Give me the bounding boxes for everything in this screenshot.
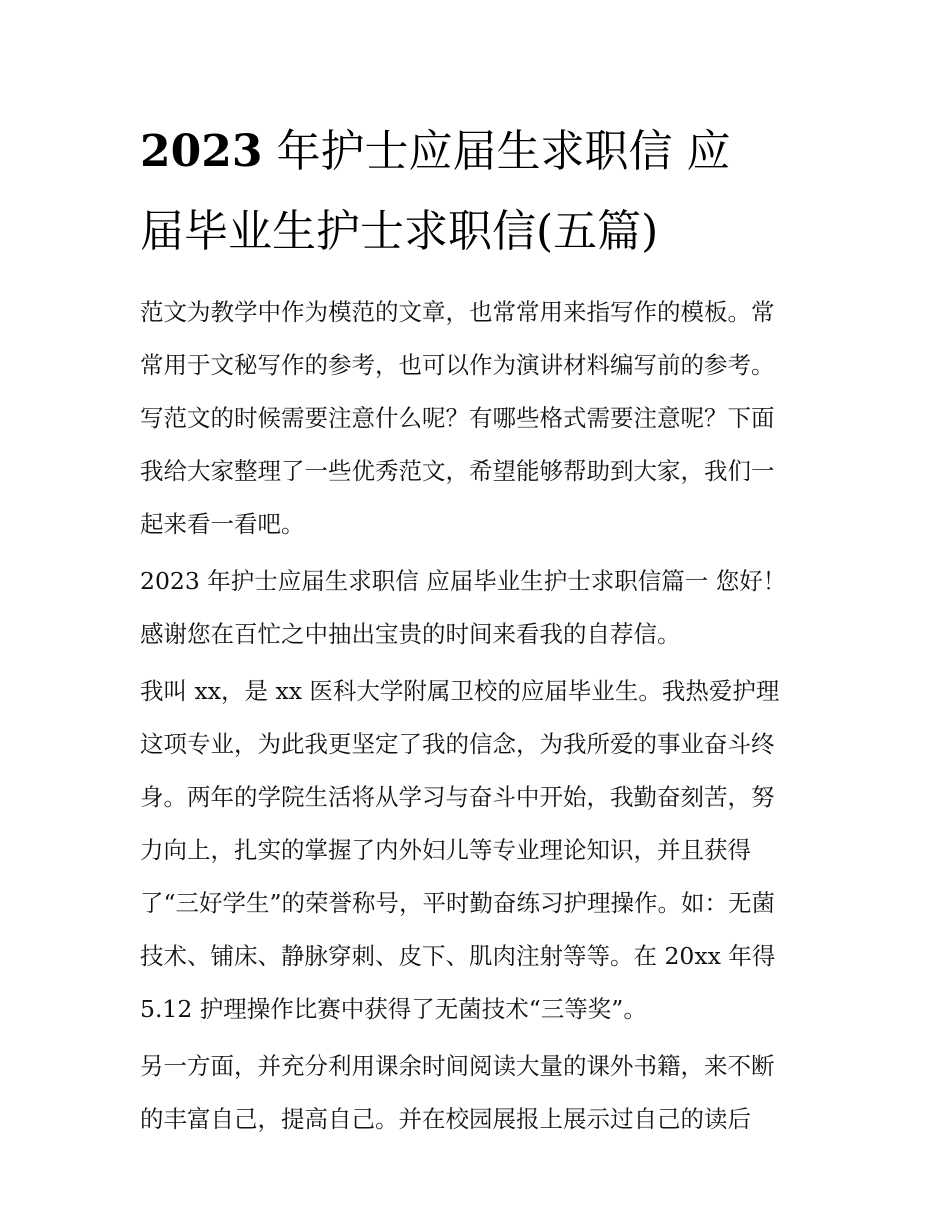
extracurricular-paragraph — [140, 1040, 812, 1146]
title-line-2: 届毕业生护士求职信(五篇) — [140, 206, 659, 257]
paragraph-line: 写范文的时候需要注意什么呢？有哪些格式需要注意呢？下面 — [140, 404, 775, 432]
title-line-1-text: 年护士应届生求职信 应 — [262, 126, 731, 177]
paragraph-line: 常用于文秘写作的参考，也可以作为演讲材料编写前的参考。 — [140, 351, 775, 379]
paragraph-line: 起来看一看吧。 — [140, 510, 305, 538]
paragraph-line: 我给大家整理了一些优秀范文，希望能够帮助到大家，我们一 — [140, 457, 775, 485]
paragraph-line: 了“三好学生”的荣誉称号，平时勤奋练习护理操作。如：无菌 — [140, 889, 776, 917]
title-year: 2023 — [140, 126, 263, 177]
paragraph-line: 技术、铺床、静脉穿刺、皮下、肌肉注射等等。在 20xx 年得 — [140, 942, 776, 970]
document-body — [140, 112, 812, 1150]
paragraph-line: 这项专业，为此我更坚定了我的信念，为我所爱的事业奋斗终 — [140, 730, 775, 758]
paragraph-line: 身。两年的学院生活将从学习与奋斗中开始，我勤奋刻苦，努 — [140, 783, 775, 811]
paragraph-line: 我叫 xx，是 xx 医科大学附属卫校的应届毕业生。我热爱护理 — [140, 677, 780, 705]
intro-paragraph — [140, 286, 812, 551]
document-title — [140, 112, 812, 272]
paragraph-line: 5.12 护理操作比赛中获得了无菌技术“三等奖”。 — [140, 995, 647, 1023]
self-introduction-paragraph — [140, 665, 812, 1036]
paragraph-line: 2023 年护士应届生求职信 应届毕业生护士求职信篇一 您好！ — [140, 567, 787, 595]
title-line-1 — [140, 112, 812, 192]
paragraph-line: 另一方面，并充分利用课余时间阅读大量的课外书籍，来不断 — [140, 1052, 775, 1080]
paragraph-line: 力向上，扎实的掌握了内外妇儿等专业理论知识，并且获得 — [140, 836, 751, 864]
paragraph-line: 范文为教学中作为模范的文章，也常常用来指写作的模板。常 — [140, 298, 775, 326]
paragraph-line: 的丰富自己，提高自己。并在校园展报上展示过自己的读后 — [140, 1105, 751, 1133]
greeting-paragraph — [140, 555, 812, 661]
paragraph-line: 感谢您在百忙之中抽出宝贵的时间来看我的自荐信。 — [140, 620, 681, 648]
